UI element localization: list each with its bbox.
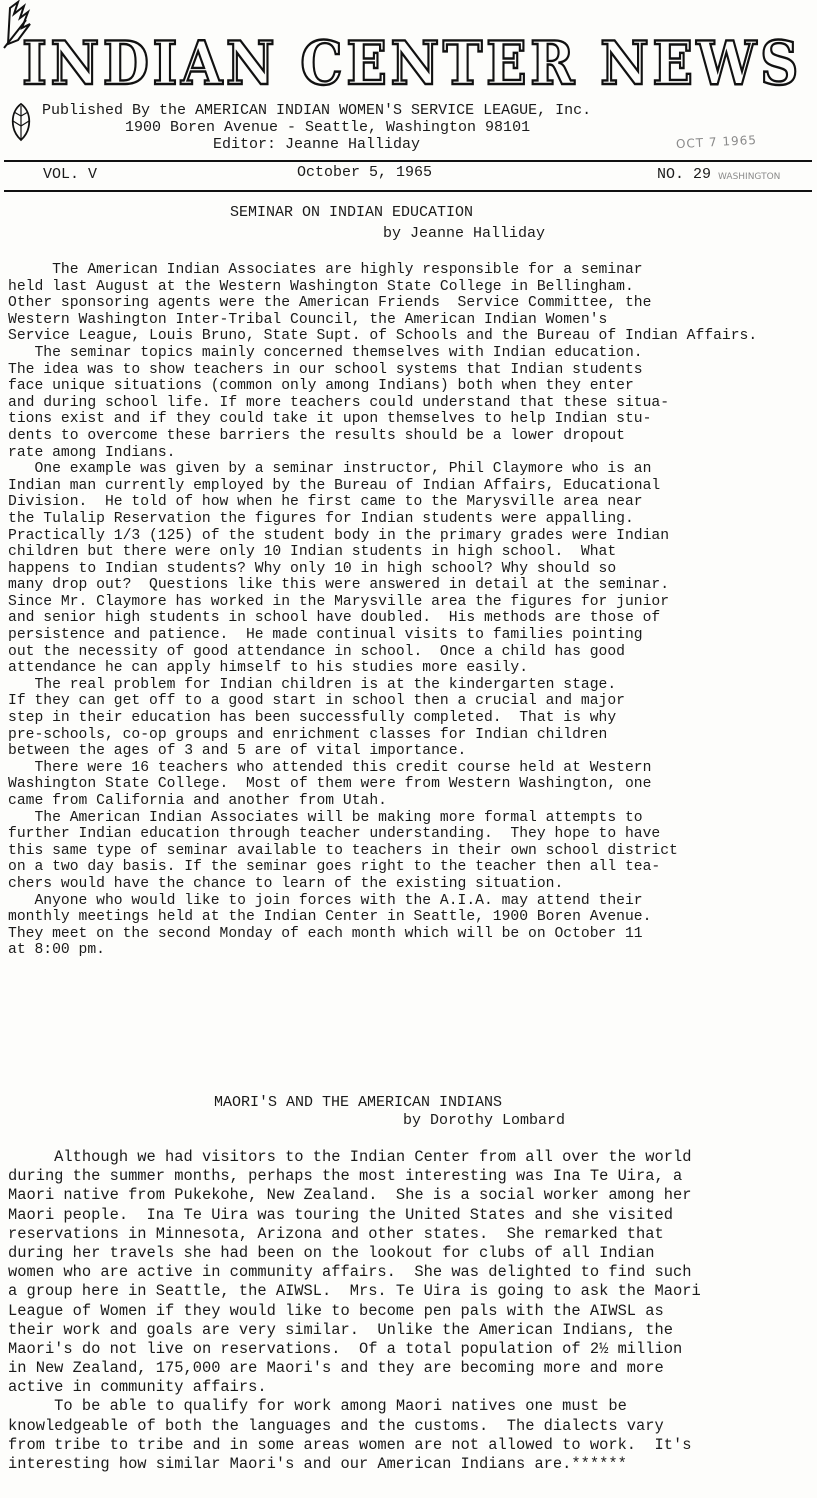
article-line: and during school life. If more teachers could understand that these situa- xyxy=(8,394,670,411)
masthead-title-art xyxy=(0,0,817,100)
article-line: children but there were only 10 Indian students in high school. What xyxy=(8,544,617,561)
article-line: chers would have the chance to learn of the existing situation. xyxy=(8,875,564,892)
article-line: interesting how similar Maori's and our American Indians are.****** xyxy=(8,1455,627,1473)
article-line: a group here in Seattle, the AIWSL. Mrs. Te Uira is going to ask the Maori xyxy=(8,1282,701,1301)
article-line: many drop out? Questions like this were answered in detail at the seminar. xyxy=(8,577,670,594)
article-line: during the summer months, perhaps the most interesting was Ina Te Uira, a xyxy=(8,1167,683,1186)
leaf-icon xyxy=(6,102,36,142)
article-line: The seminar topics mainly concerned themselves with Indian education. xyxy=(8,344,643,361)
article-line: Indian man currently employed by the Bureau of Indian Affairs, Educational xyxy=(8,477,661,494)
article-line: on a two day basis. If the seminar goes right to the teacher then all tea- xyxy=(8,859,661,876)
article-line: monthly meetings held at the Indian Center in Seattle, 1900 Boren Avenue. xyxy=(8,909,652,926)
volume-label: VOL. V xyxy=(43,166,98,183)
issue-line xyxy=(0,164,817,186)
article-line: out the necessity of good attendance in school. Once a child has good xyxy=(8,643,625,660)
article-line: happens to Indian students? Why only 10 in high school? Why should so xyxy=(8,560,617,577)
article-line: and senior high students in school have doubled. His methods are those of xyxy=(8,610,661,627)
article-line: pre-schools, co-op groups and enrichment classes for Indian children xyxy=(8,726,608,743)
article-title-seminar: SEMINAR ON INDIAN EDUCATION xyxy=(230,204,474,221)
article-line: League of Women if they would like to become pen pals with the AIWSL as xyxy=(8,1301,664,1320)
article-line: Division. He told of how when he first came to the Marysville area near xyxy=(8,494,643,511)
article-byline-seminar: by Jeanne Halliday xyxy=(383,225,546,242)
article-line: There were 16 teachers who attended this credit course held at Western xyxy=(8,759,652,776)
article-line: women who are active in community affairs. She was delighted to find such xyxy=(8,1263,692,1282)
article-line: in New Zealand, 175,000 are Maori's and they are becoming more and more xyxy=(8,1359,664,1378)
article-line: attendance he can apply himself to his studies more easily. xyxy=(8,660,529,677)
article-title-maori: MAORI'S AND THE AMERICAN INDIANS xyxy=(214,1094,503,1111)
article-line: The idea was to show teachers in our school systems that Indian students xyxy=(8,361,643,378)
divider-rule-bottom xyxy=(4,190,812,192)
editor-line: Editor: Jeanne Halliday xyxy=(213,136,421,153)
article-line: Practically 1/3 (125) of the student body in the primary grades were Indian xyxy=(8,527,670,544)
article-line: One example was given by a seminar instructor, Phil Claymore who is an xyxy=(8,461,652,478)
article-line: this same type of seminar available to teachers in their own school district xyxy=(8,842,678,859)
article-line: held last August at the Western Washington State College in Bellingham. xyxy=(8,278,634,295)
publisher-line: Published By the AMERICAN INDIAN WOMEN'S SERVICE LEAGUE, Inc. xyxy=(42,102,592,119)
article-line: Western Washington Inter-Tribal Council, the American Indian Women's xyxy=(8,311,608,328)
divider-rule-top xyxy=(4,160,812,162)
address-line: 1900 Boren Avenue - Seattle, Washington 98101 xyxy=(125,119,531,136)
number-stamp: WASHINGTON xyxy=(718,172,781,182)
article-line: reservations in Minnesota, Arizona and other states. She remarked that xyxy=(8,1224,664,1243)
article-byline-maori: by Dorothy Lombard xyxy=(403,1112,566,1129)
article-line: active in community affairs. xyxy=(8,1378,267,1397)
article-line: If they can get off to a good start in school then a crucial and major xyxy=(8,693,625,710)
received-stamp: OCT 7 1965 xyxy=(675,132,758,152)
issue-number: NO. 29 xyxy=(657,166,712,183)
masthead-title: INDIAN CENTER NEWS xyxy=(22,29,802,99)
article-line: their work and goals are very similar. Unlike the American Indians, the xyxy=(8,1320,673,1339)
article-line: tions exist and if they could take it upon themselves to help Indian stu- xyxy=(8,411,652,428)
article-line: Service League, Louis Bruno, State Supt. of Schools and the Bureau of Indian Affairs. xyxy=(8,328,758,345)
article-line: the Tulalip Reservation the figures for Indian students were appalling. xyxy=(8,510,634,527)
article-line: step in their education has been successfully completed. That is why xyxy=(8,710,617,727)
article-line: from tribe to tribe and in some areas women are not allowed to work. It's xyxy=(8,1435,692,1454)
masthead xyxy=(0,0,817,100)
article-line: rate among Indians. xyxy=(8,444,176,461)
article-body-seminar xyxy=(8,262,808,959)
article-line: came from California and another from Utah. xyxy=(8,793,387,809)
article-body-maori xyxy=(8,1148,808,1474)
article-line: Anyone who would like to join forces with the A.I.A. may attend their xyxy=(8,892,643,909)
article-line: face unique situations (common only among Indians) both when they enter xyxy=(8,378,634,395)
publication-info xyxy=(0,98,817,168)
article-line: Other sponsoring agents were the American Friends Service Committee, the xyxy=(8,295,652,312)
article-line: The real problem for Indian children is at the kindergarten stage. xyxy=(8,676,617,693)
article-line: They meet on the second Monday of each month which will be on October 11 xyxy=(8,925,643,942)
article-line: Maori's do not live on reservations. Of a total population of 2½ million xyxy=(8,1339,683,1358)
article-line: Washington State College. Most of them were from Western Washington, one xyxy=(8,776,652,793)
article-line: Although we had visitors to the Indian Center from all over the world xyxy=(8,1148,692,1166)
article-line: between the ages of 3 and 5 are of vital importance. xyxy=(8,743,467,760)
article-line: at 8:00 pm. xyxy=(8,942,105,959)
issue-date: October 5, 1965 xyxy=(297,164,433,181)
article-line: Maori people. Ina Te Uira was touring the United States and she visited xyxy=(8,1205,673,1224)
article-line: knowledgeable of both the languages and the customs. The dialects vary xyxy=(8,1416,664,1435)
article-line: further Indian education through teacher understanding. They hope to have xyxy=(8,826,661,843)
article-line: Maori native from Pukekohe, New Zealand. She is a social worker among her xyxy=(8,1186,692,1205)
article-line: Since Mr. Claymore has worked in the Marysville area the figures for junior xyxy=(8,593,670,610)
article-line: To be able to qualify for work among Maori natives one must be xyxy=(8,1397,627,1416)
article-line: The American Indian Associates are highly responsible for a seminar xyxy=(8,262,643,278)
article-line: dents to overcome these barriers the results should be a lower dropout xyxy=(8,427,625,444)
article-line: during her travels she had been on the lookout for clubs of all Indian xyxy=(8,1243,655,1262)
article-line: The American Indian Associates will be making more formal attempts to xyxy=(8,809,643,826)
article-line: persistence and patience. He made continual visits to families pointing xyxy=(8,627,643,644)
